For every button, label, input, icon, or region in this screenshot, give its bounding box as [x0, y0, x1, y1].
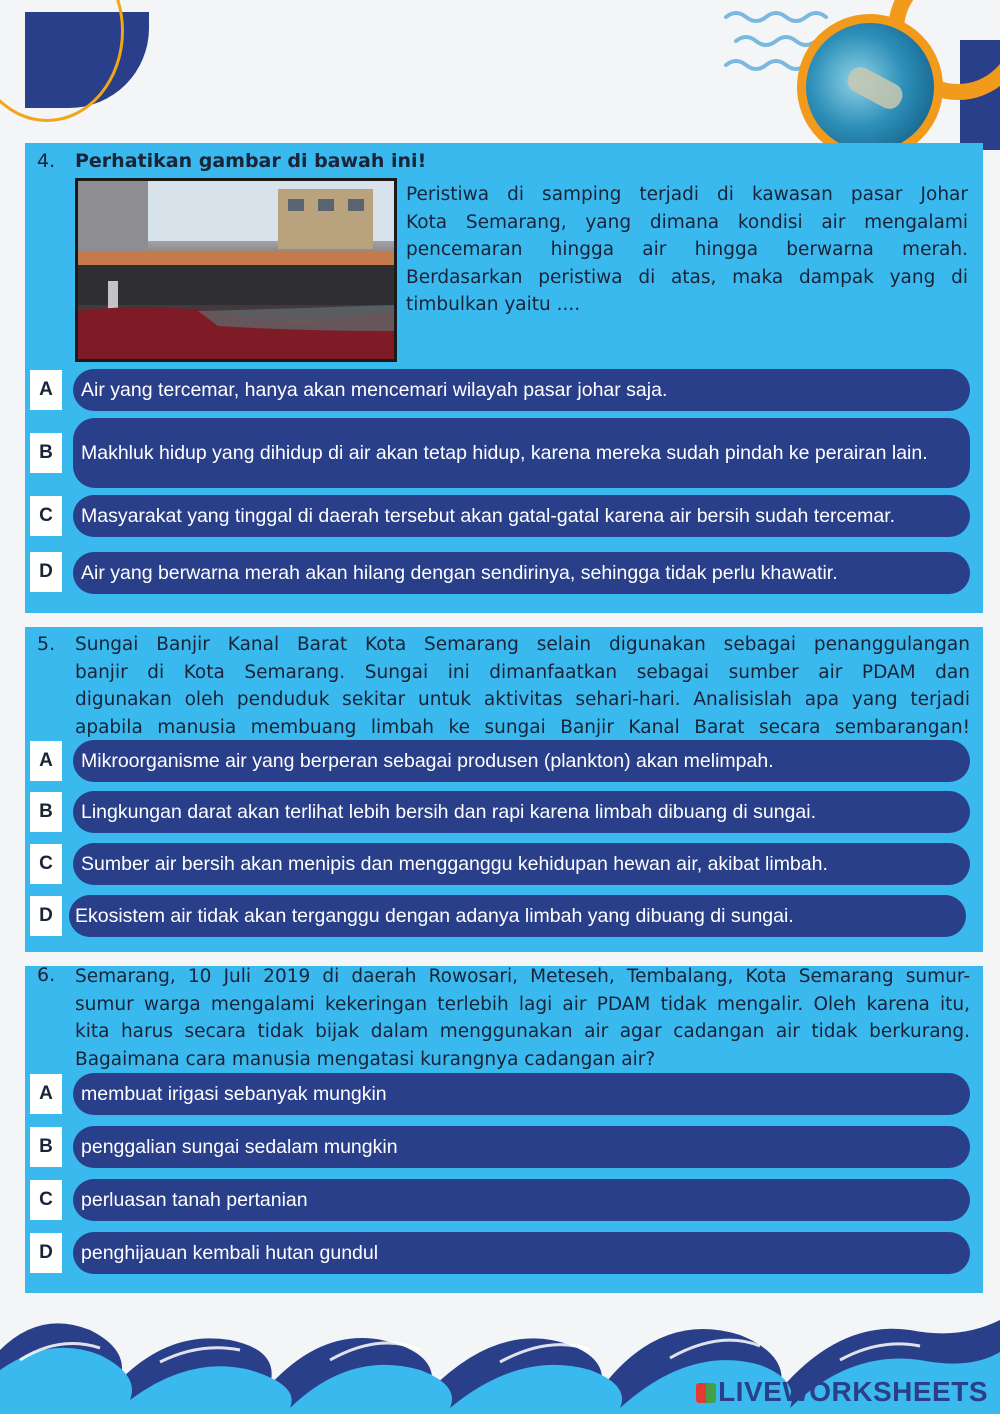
question-5-option-b[interactable]: Lingkungan darat akan terlihat lebih bersih dan rapi karena limbah dibuang di sungai. [73, 791, 970, 833]
option-letter: D [30, 896, 62, 936]
question-5-line: digunakan oleh penduduk sekitar untuk aktivitas sehari-hari. Analisislah apa yang terjadi [75, 689, 970, 710]
photo-scene [78, 181, 394, 359]
question-6-option-a[interactable]: membuat irigasi sebanyak mungkin [73, 1073, 970, 1115]
question-6-line: sumur warga mengalami kekeringan terlebih lagi air PDAM tidak mengalir. Oleh karena itu, [75, 993, 970, 1015]
polluted-river-photo [75, 178, 397, 362]
question-5-line: apabila manusia membuang limbah ke sungai Banjir Kanal Barat secara sembarangan! [75, 716, 970, 738]
question-5-option-d[interactable]: Ekosistem air tidak akan terganggu dengan adanya limbah yang dibuang di sungai. [69, 895, 966, 937]
option-letter: C [30, 496, 62, 536]
question-4-option-a[interactable]: Air yang tercemar, hanya akan mencemari wilayah pasar johar saja. [73, 369, 970, 411]
question-4-option-b[interactable]: Makhluk hidup yang dihidup di air akan tetap hidup, karena mereka sudah pindah ke perairan lain. [73, 418, 970, 488]
question-4-line: Kota Semarang, yang dimana kondisi air mengalami [406, 211, 968, 233]
question-5-line: Sungai Banjir Kanal Barat Kota Semarang selain digunakan sebagai penanggulangan [75, 634, 970, 655]
question-4-text [406, 181, 968, 319]
option-letter: B [30, 433, 62, 473]
question-6-text [75, 963, 970, 1073]
option-letter: D [30, 1233, 62, 1273]
question-4-prompt: Perhatikan gambar di bawah ini! [75, 150, 427, 172]
option-letter: B [30, 792, 62, 832]
question-4-option-c[interactable]: Masyarakat yang tinggal di daerah tersebut akan gatal-gatal karena air bersih sudah tercemar. [73, 495, 970, 537]
question-6-option-d[interactable]: penghijauan kembali hutan gundul [73, 1232, 970, 1274]
option-letter: C [30, 1180, 62, 1220]
question-4-line: Berdasarkan peristiwa di atas, maka dampak yang di [406, 266, 968, 288]
option-letter: A [30, 370, 62, 410]
brand-text: LIVEWORKSHEETS [718, 1376, 988, 1407]
liveworksheets-logo-icon [696, 1383, 716, 1403]
ocean-plastic-image [797, 14, 943, 160]
question-5-line: banjir di Kota Semarang. Sungai ini dimanfaatkan sebagai sumber air PDAM dan [75, 661, 970, 683]
header-decoration-arc [0, 0, 124, 122]
question-6-option-c[interactable]: perluasan tanah pertanian [73, 1179, 970, 1221]
option-letter: A [30, 1074, 62, 1114]
option-letter: D [30, 552, 62, 592]
question-4-option-d[interactable]: Air yang berwarna merah akan hilang dengan sendirinya, sehingga tidak perlu khawatir. [73, 552, 970, 594]
option-letter: A [30, 741, 62, 781]
question-6-line: Semarang, 10 Juli 2019 di daerah Rowosari, Meteseh, Tembalang, Kota Semarang sumur- [75, 966, 970, 987]
question-4-line: Peristiwa di samping terjadi di kawasan pasar Johar [406, 184, 968, 205]
question-5-option-c[interactable]: Sumber air bersih akan menipis dan mengganggu kehidupan hewan air, akibat limbah. [73, 843, 970, 885]
option-letter: B [30, 1127, 62, 1167]
question-6-line: kita harus secara tidak bijak dalam menggunakan air agar cadangan air tidak berkurang. [75, 1021, 970, 1042]
question-4-number: 4. [37, 150, 56, 172]
question-6-number: 6. [37, 964, 56, 986]
option-letter: C [30, 844, 62, 884]
question-6-option-b[interactable]: penggalian sungai sedalam mungkin [73, 1126, 970, 1168]
question-5-number: 5. [37, 633, 56, 655]
question-6-line: Bagaimana cara manusia mengatasi kurangnya cadangan air? [75, 1048, 656, 1070]
question-5-option-a[interactable]: Mikroorganisme air yang berperan sebagai produsen (plankton) akan melimpah. [73, 740, 970, 782]
bottle-icon [843, 63, 906, 113]
question-4-line: timbulkan yaitu .... [406, 294, 581, 315]
question-4-line: pencemaran hingga air hingga berwarna merah. [406, 239, 968, 260]
liveworksheets-brand[interactable] [696, 1376, 988, 1408]
question-5-text [75, 631, 970, 741]
